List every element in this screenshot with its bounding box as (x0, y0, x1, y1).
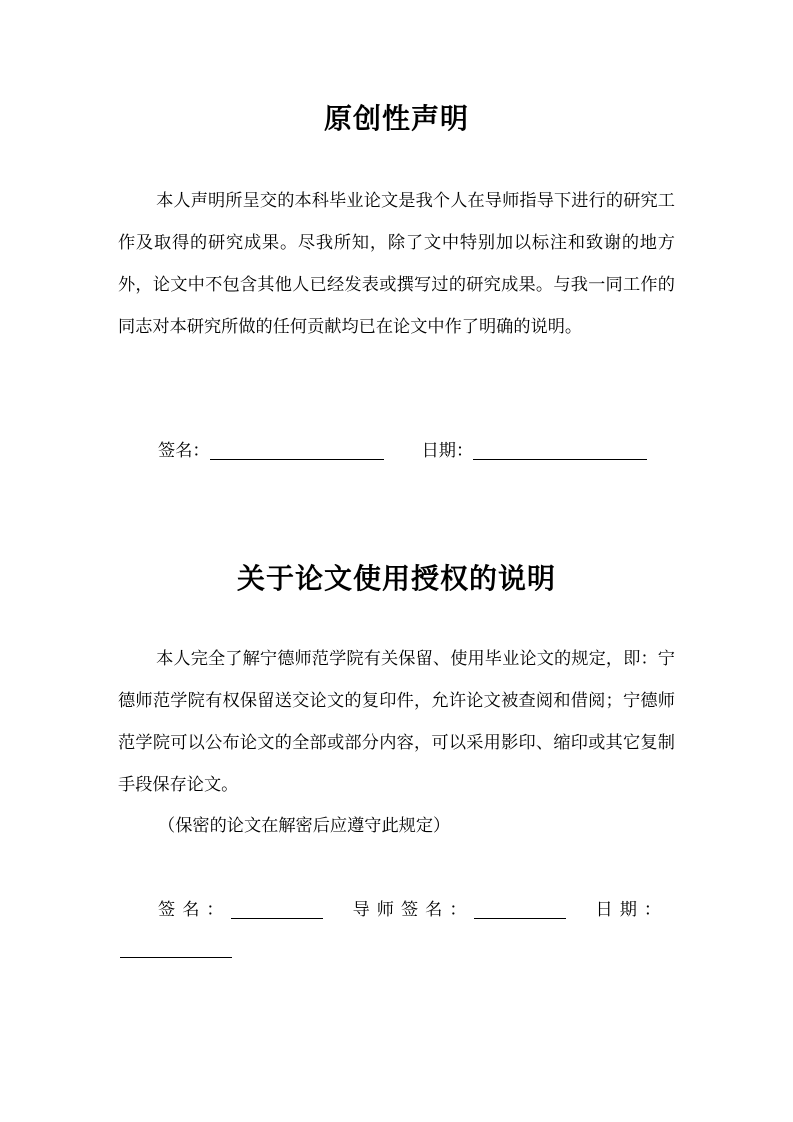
authorization-signature-row (158, 895, 668, 925)
declaration-body-text: 本人声明所呈交的本科毕业论文是我个人在导师指导下进行的研究工作及取得的研究成果。尽我所知，除了文中特别加以标注和致谢的地方外，论文中不包含其他人已经发表或撰写过的研究成果。与我一同工作的同志对本研究所做的任何贡献均已在论文中作了明确的说明。 (118, 191, 675, 337)
author-signature-line (231, 904, 323, 919)
confidentiality-note: （保密的论文在解密后应遵守此规定） (158, 816, 451, 836)
authorization-body-text: 本人完全了解宁德师范学院有关保留、使用毕业论文的规定，即：宁德师范学院有权保留送交论文的复印件，允许论文被查阅和借阅；宁德师范学院可以公布论文的全部或部分内容，可以采用影印、缩印或其它复制手段保存论文。 (118, 649, 675, 795)
signature-label: 签名： (158, 441, 210, 461)
advisor-signature-label: 导师签名： (352, 900, 474, 920)
authorization-date-label: 日期： (595, 900, 669, 920)
author-signature-label: 签名： (158, 900, 231, 920)
date-label: 日期： (421, 441, 474, 461)
declaration-title: 原创性声明 (323, 102, 469, 135)
date-line (473, 445, 647, 460)
declaration-body (118, 180, 675, 348)
authorization-title: 关于论文使用授权的说明 (236, 562, 556, 595)
authorization-body (118, 638, 675, 806)
authorization-date-line (120, 945, 232, 958)
signature-line (210, 445, 384, 460)
declaration-signature-row (158, 436, 647, 466)
advisor-signature-line (474, 904, 566, 919)
